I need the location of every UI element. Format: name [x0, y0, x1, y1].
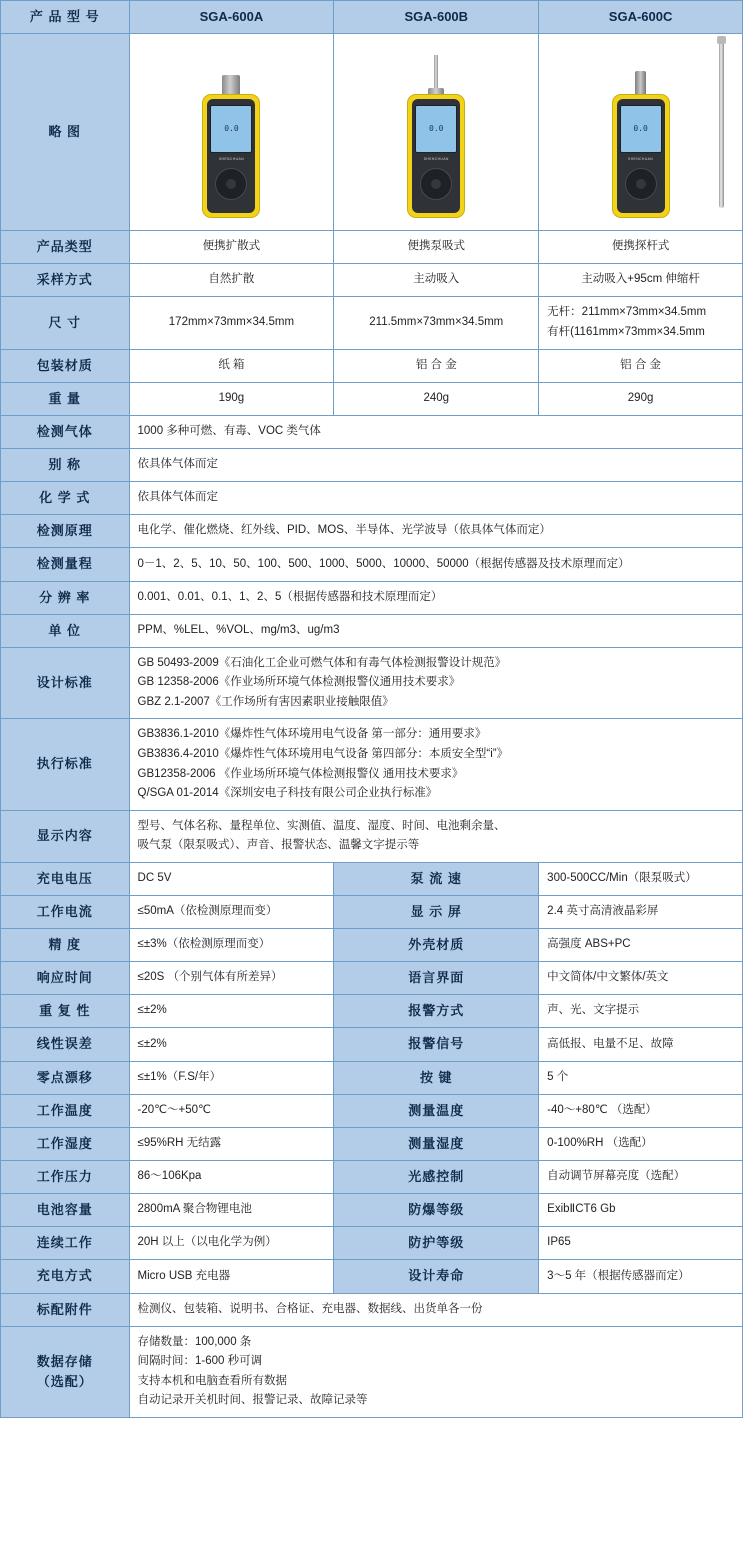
- dimension-b: 211.5mm×73mm×34.5mm: [334, 297, 539, 349]
- model-b: SGA-600B: [334, 1, 539, 34]
- dimension-a: 172mm×73mm×34.5mm: [129, 297, 334, 349]
- accuracy-value: ≤±3%（依检测原理而变）: [129, 928, 334, 961]
- handheld-probe-detector: [610, 71, 672, 218]
- row-label-measure-humidity: 测量湿度: [334, 1127, 539, 1160]
- work-current-value: ≤50mA（依检测原理而变）: [129, 895, 334, 928]
- light-control-value: 自动调节屏幕亮度（选配）: [539, 1160, 743, 1193]
- row-label-language: 语言界面: [334, 962, 539, 995]
- row-label-battery-capacity: 电池容量: [1, 1194, 130, 1227]
- row-label-range: 检测量程: [1, 548, 130, 581]
- accessories-value: 检测仪、包装箱、说明书、合格证、充电器、数据线、出货单各一份: [129, 1293, 742, 1326]
- repeatability-value: ≤±2%: [129, 995, 334, 1028]
- table-row-accessories: [1, 1293, 743, 1326]
- row-label-data-storage: [1, 1326, 130, 1417]
- row-label-display-content: 显示内容: [1, 810, 130, 862]
- sampling-b: 主动吸入: [334, 264, 539, 297]
- row-label-measure-temp: 测量温度: [334, 1094, 539, 1127]
- response-time-value: ≤20S （个别气体有所差异）: [129, 962, 334, 995]
- alias-value: 依具体气体而定: [129, 448, 742, 481]
- weight-c: 290g: [539, 382, 743, 415]
- row-label-packaging: 包装材质: [1, 349, 130, 382]
- data-storage-line-1: 存储数量：100,000 条: [137, 1335, 252, 1348]
- row-label-response-time: 响应时间: [1, 962, 130, 995]
- data-storage-value: [129, 1326, 742, 1417]
- row-label-diagram: 略 图: [1, 34, 130, 231]
- device-keypad-icon: [625, 168, 657, 200]
- table-row-product-type: [1, 231, 743, 264]
- linearity-error-value: ≤±2%: [129, 1028, 334, 1061]
- table-row-diagram: [1, 34, 743, 231]
- table-row-pair-11: [1, 1227, 743, 1260]
- resolution-value: 0.001、0.01、0.1、1、2、5（根据传感器和技术原理而定）: [129, 581, 742, 614]
- table-row-packaging: [1, 349, 743, 382]
- ip-rating-value: IP65: [539, 1227, 743, 1260]
- zero-drift-value: ≤±1%（F.S/年）: [129, 1061, 334, 1094]
- table-row-display-content: [1, 810, 743, 862]
- row-label-design-standard: 设计标准: [1, 647, 130, 719]
- table-row-alias: [1, 448, 743, 481]
- row-label-ex-rating: 防爆等级: [334, 1194, 539, 1227]
- battery-capacity-value: 2800mA 聚合物锂电池: [129, 1194, 334, 1227]
- design-standard-line-1: GB 50493-2009《石油化工企业可燃气体和有毒气体检测报警设计规范》: [137, 656, 507, 669]
- row-label-design-life: 设计寿命: [334, 1260, 539, 1293]
- device-brand-a: SHENCHUAN: [218, 157, 244, 162]
- weight-a: 190g: [129, 382, 334, 415]
- table-row-data-storage: [1, 1326, 743, 1417]
- sensor-cap-icon: [222, 75, 240, 95]
- device-image-a: [129, 34, 334, 231]
- alarm-mode-value: 声、光、文字提示: [539, 995, 743, 1028]
- pump-flow-value: 300-500CC/Min（限泵吸式）: [539, 862, 743, 895]
- exec-standard-line-1: GB3836.1-2010《爆炸性气体环境用电气设备 第一部分：通用要求》: [137, 728, 487, 741]
- data-storage-line-3: 支持本机和电脑查看所有数据: [137, 1374, 288, 1387]
- row-label-linearity-error: 线性误差: [1, 1028, 130, 1061]
- device-brand-c: SHENCHUAN: [628, 157, 654, 162]
- device-brand-b: SHENCHUAN: [423, 157, 449, 162]
- measure-humidity-value: 0-100%RH （选配）: [539, 1127, 743, 1160]
- language-value: 中文简体/中文繁体/英文: [539, 962, 743, 995]
- table-row-range: [1, 548, 743, 581]
- probe-tip-icon: [717, 36, 726, 44]
- table-row-pair-8: [1, 1127, 743, 1160]
- table-row-pair-5: [1, 1028, 743, 1061]
- table-row-resolution: [1, 581, 743, 614]
- row-label-weight: 重 量: [1, 382, 130, 415]
- row-label-work-pressure: 工作压力: [1, 1160, 130, 1193]
- row-label-work-current: 工作电流: [1, 895, 130, 928]
- row-label-charge-mode: 充电方式: [1, 1260, 130, 1293]
- device-screen-c: 0.0: [620, 105, 662, 153]
- table-row-sampling: [1, 264, 743, 297]
- row-label-alarm-signal: 报警信号: [334, 1028, 539, 1061]
- packaging-a: 纸 箱: [129, 349, 334, 382]
- table-row-pair-2: [1, 928, 743, 961]
- row-label-unit: 单 位: [1, 614, 130, 647]
- row-label-keys: 按 键: [334, 1061, 539, 1094]
- device-keypad-icon: [215, 168, 247, 200]
- table-row-unit: [1, 614, 743, 647]
- detect-gas-value: 1000 多种可燃、有毒、VOC 类气体: [129, 415, 742, 448]
- row-label-sampling: 采样方式: [1, 264, 130, 297]
- data-storage-line-4: 自动记录开关机时间、报警记录、故障记录等: [137, 1394, 368, 1407]
- row-label-product-type: 产品类型: [1, 231, 130, 264]
- packaging-b: 铝 合 金: [334, 349, 539, 382]
- row-label-repeatability: 重 复 性: [1, 995, 130, 1028]
- table-row-weight: [1, 382, 743, 415]
- table-row-pair-9: [1, 1160, 743, 1193]
- device-keypad-icon: [420, 168, 452, 200]
- table-row-pair-12: [1, 1260, 743, 1293]
- pump-tube-icon: [434, 55, 438, 89]
- table-row-exec-standard: [1, 719, 743, 810]
- row-label-dimension: 尺 寸: [1, 297, 130, 349]
- design-standard-line-2: GB 12358-2006《作业场所环境气体检测报警仪通用技术要求》: [137, 676, 461, 689]
- table-row-pair-1: [1, 895, 743, 928]
- device-screen-a: 0.0: [210, 105, 252, 153]
- table-row-formula: [1, 482, 743, 515]
- range-value: 0－1、2、5、10、50、100、500、1000、5000、10000、50000（根据传感器及技术原理而定）: [129, 548, 742, 581]
- sampling-c: 主动吸入+95cm 伸缩杆: [539, 264, 743, 297]
- device-screen-b: 0.0: [415, 105, 457, 153]
- data-storage-label-line-1: 数据存储: [36, 1353, 93, 1369]
- design-life-value: 3～5 年（根据传感器而定）: [539, 1260, 743, 1293]
- row-label-work-humidity: 工作湿度: [1, 1127, 130, 1160]
- product-type-b: 便携泵吸式: [334, 231, 539, 264]
- table-row-pair-4: [1, 995, 743, 1028]
- product-type-c: 便携探杆式: [539, 231, 743, 264]
- formula-value: 依具体气体而定: [129, 482, 742, 515]
- row-label-accessories: 标配附件: [1, 1293, 130, 1326]
- dimension-c: [539, 297, 743, 349]
- row-label-formula: 化 学 式: [1, 482, 130, 515]
- table-row-pair-7: [1, 1094, 743, 1127]
- product-type-a: 便携扩散式: [129, 231, 334, 264]
- table-row-detect-gas: [1, 415, 743, 448]
- row-label-shell-material: 外壳材质: [334, 928, 539, 961]
- table-row-dimension: [1, 297, 743, 349]
- dimension-c-line-1: 无杆：211mm×73mm×34.5mm: [547, 306, 707, 319]
- row-label-accuracy: 精 度: [1, 928, 130, 961]
- exec-standard-line-3: GB12358-2006 《作业场所环境气体检测报警仪 通用技术要求》: [137, 767, 464, 780]
- keys-value: 5 个: [539, 1061, 743, 1094]
- exec-standard-line-2: GB3836.4-2010《爆炸性气体环境用电气设备 第四部分：本质安全型“i”》: [137, 747, 509, 760]
- principle-value: 电化学、催化燃烧、红外线、PID、MOS、半导体、光学波导（依具体气体而定）: [129, 515, 742, 548]
- row-label-resolution: 分 辨 率: [1, 581, 130, 614]
- table-row-pair-0: [1, 862, 743, 895]
- data-storage-label-line-2: （选配）: [36, 1373, 93, 1389]
- sampling-a: 自然扩散: [129, 264, 334, 297]
- row-label-charge-voltage: 充电电压: [1, 862, 130, 895]
- handheld-pump-detector: [405, 55, 467, 218]
- packaging-c: 铝 合 金: [539, 349, 743, 382]
- exec-standard-value: [129, 719, 742, 810]
- table-row-model: [1, 1, 743, 34]
- display-content-line-2: 吸气泵（限泵吸式）、声音、报警状态、温馨文字提示等: [137, 839, 420, 852]
- charge-mode-value: Micro USB 充电器: [129, 1260, 334, 1293]
- design-standard-value: [129, 647, 742, 719]
- row-label-continuous-work: 连续工作: [1, 1227, 130, 1260]
- row-label-light-control: 光感控制: [334, 1160, 539, 1193]
- model-a: SGA-600A: [129, 1, 334, 34]
- measure-temp-value: -40～+80℃ （选配）: [539, 1094, 743, 1127]
- probe-connector-icon: [635, 71, 646, 95]
- table-row-pair-3: [1, 962, 743, 995]
- table-row-design-standard: [1, 647, 743, 719]
- row-label-alias: 别 称: [1, 448, 130, 481]
- work-pressure-value: 86～106Kpa: [129, 1160, 334, 1193]
- telescopic-probe-icon: [719, 40, 724, 208]
- table-row-principle: [1, 515, 743, 548]
- device-image-b: [334, 34, 539, 231]
- weight-b: 240g: [334, 382, 539, 415]
- model-c: SGA-600C: [539, 1, 743, 34]
- ex-rating-value: ExibⅡCT6 Gb: [539, 1194, 743, 1227]
- row-label-pump-flow: 泵 流 速: [334, 862, 539, 895]
- row-label-alarm-mode: 报警方式: [334, 995, 539, 1028]
- exec-standard-line-4: Q/SGA 01-2014《深圳安电子科技有限公司企业执行标准》: [137, 787, 438, 800]
- work-humidity-value: ≤95%RH 无结露: [129, 1127, 334, 1160]
- row-label-model: 产 品 型 号: [1, 1, 130, 34]
- row-label-display-screen: 显 示 屏: [334, 895, 539, 928]
- row-label-work-temp: 工作温度: [1, 1094, 130, 1127]
- display-screen-value: 2.4 英寸高清液晶彩屏: [539, 895, 743, 928]
- handheld-diffusion-detector: [200, 75, 262, 218]
- design-standard-line-3: GBZ 2.1-2007《工作场所有害因素职业接触限值》: [137, 695, 394, 708]
- row-label-detect-gas: 检测气体: [1, 415, 130, 448]
- dimension-c-line-2: 有杆(1161mm×73mm×34.5mm: [547, 325, 705, 338]
- table-row-pair-10: [1, 1194, 743, 1227]
- display-content-line-1: 型号、气体名称、量程单位、实测值、温度、湿度、时间、电池剩余量、: [137, 819, 506, 832]
- charge-voltage-value: DC 5V: [129, 862, 334, 895]
- row-label-principle: 检测原理: [1, 515, 130, 548]
- unit-value: PPM、%LEL、%VOL、mg/m3、ug/m3: [129, 614, 742, 647]
- row-label-exec-standard: 执行标准: [1, 719, 130, 810]
- data-storage-line-2: 间隔时间：1-600 秒可调: [137, 1355, 263, 1368]
- display-content-value: [129, 810, 742, 862]
- table-row-pair-6: [1, 1061, 743, 1094]
- row-label-ip-rating: 防护等级: [334, 1227, 539, 1260]
- shell-material-value: 高强度 ABS+PC: [539, 928, 743, 961]
- continuous-work-value: 20H 以上（以电化学为例）: [129, 1227, 334, 1260]
- device-image-c: [539, 34, 743, 231]
- row-label-zero-drift: 零点漂移: [1, 1061, 130, 1094]
- alarm-signal-value: 高低报、电量不足、故障: [539, 1028, 743, 1061]
- work-temp-value: -20℃～+50℃: [129, 1094, 334, 1127]
